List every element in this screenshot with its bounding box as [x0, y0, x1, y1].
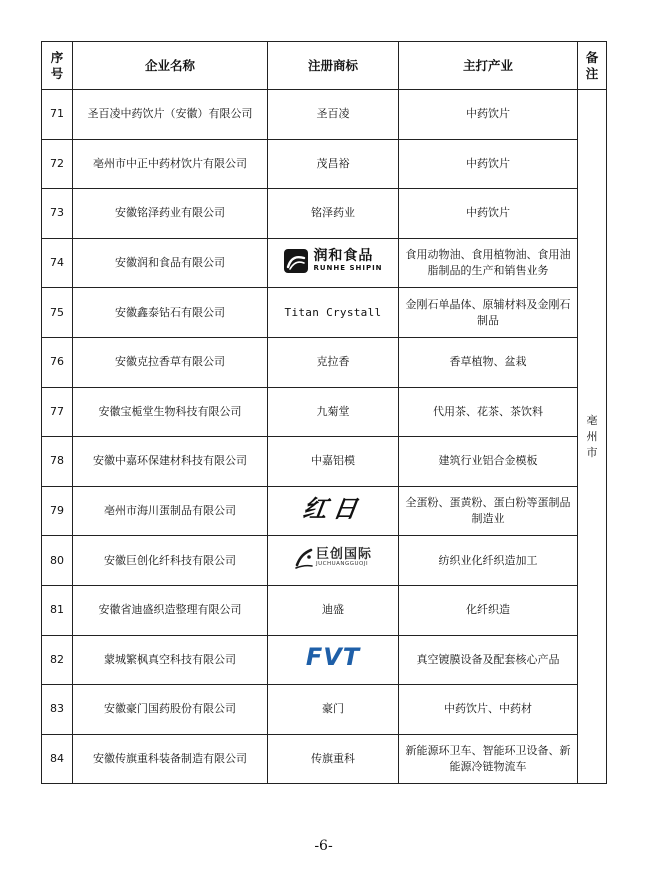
row-trademark: Titan Crystall	[268, 288, 399, 338]
juchuang-emblem-icon	[294, 547, 314, 569]
row-trademark: 豪门	[268, 685, 399, 735]
row-company: 安徽润和食品有限公司	[73, 238, 268, 288]
row-seq: 73	[42, 189, 73, 239]
row-company: 安徽巨创化纤科技有限公司	[73, 536, 268, 586]
row-trademark: 传旗重科	[268, 734, 399, 784]
row-seq: 72	[42, 139, 73, 189]
table-row	[42, 685, 607, 735]
row-trademark	[268, 238, 399, 288]
row-industry: 食用动物油、食用植物油、食用油脂制品的生产和销售业务	[399, 238, 578, 288]
header-seq: 序号	[42, 42, 73, 90]
table-row	[42, 337, 607, 387]
page-number: -6-	[314, 838, 333, 854]
row-industry: 中药饮片	[399, 189, 578, 239]
row-industry: 中药饮片、中药材	[399, 685, 578, 735]
row-company: 安徽传旗重科装备制造有限公司	[73, 734, 268, 784]
table-row	[42, 486, 607, 536]
row-trademark	[268, 536, 399, 586]
table-row	[42, 635, 607, 685]
row-trademark	[268, 635, 399, 685]
row-seq: 83	[42, 685, 73, 735]
table-row	[42, 238, 607, 288]
juchuang-logo-cn: 巨创国际	[315, 547, 372, 563]
row-industry: 全蛋粉、蛋黄粉、蛋白粉等蛋制品制造业	[399, 486, 578, 536]
row-industry: 纺织业化纤织造加工	[399, 536, 578, 586]
row-company: 安徽豪门国药股份有限公司	[73, 685, 268, 735]
row-company: 安徽省迪盛织造整理有限公司	[73, 585, 268, 635]
row-seq: 84	[42, 734, 73, 784]
header-remark: 备注	[578, 42, 607, 90]
header-industry: 主打产业	[399, 42, 578, 90]
remark-cell	[578, 90, 607, 784]
runhe-logo-en: RUNHE SHIPIN	[313, 264, 383, 273]
row-industry: 真空镀膜设备及配套核心产品	[399, 635, 578, 685]
row-company: 安徽宝栀堂生物科技有限公司	[73, 387, 268, 437]
row-industry: 建筑行业铝合金模板	[399, 437, 578, 487]
row-company: 蒙城繁枫真空科技有限公司	[73, 635, 268, 685]
row-industry: 中药饮片	[399, 90, 578, 140]
row-trademark: 克拉香	[268, 337, 399, 387]
row-company: 安徽铭泽药业有限公司	[73, 189, 268, 239]
juchuang-logo-en: JUCHUANGGUOJI	[315, 561, 369, 568]
table-header-row	[42, 42, 607, 90]
juchuang-logo	[294, 547, 372, 569]
row-seq: 71	[42, 90, 73, 140]
row-seq: 75	[42, 288, 73, 338]
row-industry: 新能源环卫车、智能环卫设备、新能源冷链物流车	[399, 734, 578, 784]
row-trademark: 九菊堂	[268, 387, 399, 437]
table-row	[42, 90, 607, 140]
row-company: 安徽鑫泰钻石有限公司	[73, 288, 268, 338]
table-row	[42, 288, 607, 338]
row-company: 安徽中嘉环保建材科技有限公司	[73, 437, 268, 487]
runhe-logo	[283, 248, 382, 274]
row-seq: 74	[42, 238, 73, 288]
remark-city: 亳州市	[586, 413, 598, 459]
table-row	[42, 437, 607, 487]
row-trademark: 中嘉铝模	[268, 437, 399, 487]
table-row	[42, 387, 607, 437]
row-trademark: 迪盛	[268, 585, 399, 635]
row-company: 圣百凌中药饮片（安徽）有限公司	[73, 90, 268, 140]
runhe-emblem-icon	[283, 248, 309, 274]
row-trademark: 铭泽药业	[268, 189, 399, 239]
row-industry: 金刚石单晶体、原辅材料及金刚石制品	[399, 288, 578, 338]
row-industry: 香草植物、盆栽	[399, 337, 578, 387]
row-company: 安徽克拉香草有限公司	[73, 337, 268, 387]
row-industry: 化纤织造	[399, 585, 578, 635]
row-seq: 81	[42, 585, 73, 635]
runhe-logo-cn: 润和食品	[313, 248, 374, 265]
row-seq: 80	[42, 536, 73, 586]
row-trademark: 圣百凌	[268, 90, 399, 140]
row-seq: 77	[42, 387, 73, 437]
row-trademark: 茂昌裕	[268, 139, 399, 189]
header-company: 企业名称	[73, 42, 268, 90]
table-row	[42, 189, 607, 239]
hongri-logo: 红日	[301, 493, 366, 523]
table-row	[42, 536, 607, 586]
row-trademark	[268, 486, 399, 536]
row-company: 亳州市海川蛋制品有限公司	[73, 486, 268, 536]
row-seq: 79	[42, 486, 73, 536]
enterprise-table	[41, 41, 607, 784]
table-row	[42, 585, 607, 635]
row-seq: 82	[42, 635, 73, 685]
row-seq: 76	[42, 337, 73, 387]
table-row	[42, 734, 607, 784]
table-row	[42, 139, 607, 189]
fvt-logo: FVT	[305, 643, 361, 672]
row-industry: 代用茶、花茶、茶饮料	[399, 387, 578, 437]
header-trademark: 注册商标	[268, 42, 399, 90]
row-seq: 78	[42, 437, 73, 487]
row-industry: 中药饮片	[399, 139, 578, 189]
row-company: 亳州市中正中药材饮片有限公司	[73, 139, 268, 189]
